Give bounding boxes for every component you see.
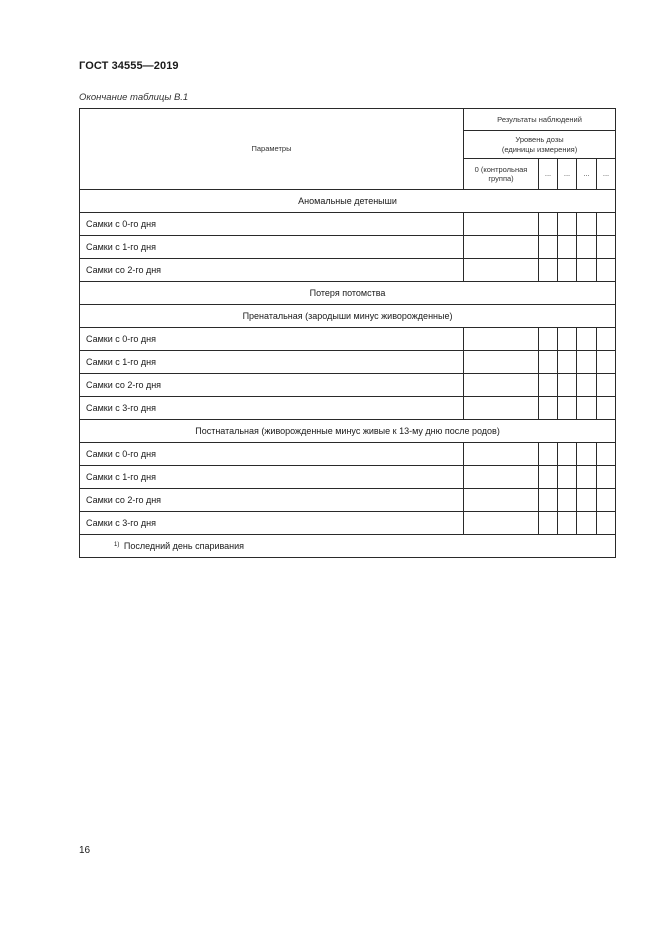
document-header: ГОСТ 34555—2019	[79, 60, 179, 72]
data-cell	[539, 328, 558, 351]
data-cell	[577, 351, 597, 374]
row-label: Самки со 2-го дня	[80, 489, 464, 512]
control-group-line2: группа)	[488, 174, 514, 183]
row-label: Самки со 2-го дня	[80, 259, 464, 282]
data-cell	[539, 374, 558, 397]
data-cell	[464, 466, 539, 489]
data-cell	[539, 443, 558, 466]
row-label: Самки с 3-го дня	[80, 397, 464, 420]
data-cell	[464, 236, 539, 259]
row-label: Самки с 1-го дня	[80, 351, 464, 374]
control-group-line1: 0 (контрольная	[474, 164, 528, 174]
data-cell	[597, 512, 616, 535]
row-label: Самки с 0-го дня	[80, 443, 464, 466]
data-cell	[577, 443, 597, 466]
table-row	[80, 466, 616, 489]
data-cell	[464, 351, 539, 374]
dose-level-label: Уровень дозы	[515, 135, 564, 145]
dose-column-header: ...	[539, 159, 558, 190]
observations-table	[79, 108, 616, 558]
dose-column-header: ...	[577, 159, 597, 190]
table-row	[80, 374, 616, 397]
dose-unit-label: (единицы измерения)	[501, 144, 578, 154]
dose-column-header: ...	[558, 159, 577, 190]
data-cell	[539, 397, 558, 420]
section-subtitle: Пренатальная (зародыши минус живорожденные)	[80, 305, 616, 328]
data-cell	[597, 259, 616, 282]
data-cell	[464, 489, 539, 512]
data-cell	[464, 213, 539, 236]
dose-column-header: ...	[597, 159, 616, 190]
section-title: Аномальные детеныши	[80, 190, 616, 213]
table-row	[80, 351, 616, 374]
data-cell	[464, 512, 539, 535]
data-cell	[597, 374, 616, 397]
table-row	[80, 213, 616, 236]
data-cell	[558, 374, 577, 397]
row-label: Самки с 0-го дня	[80, 328, 464, 351]
control-group-header	[464, 159, 539, 190]
row-label: Самки с 1-го дня	[80, 466, 464, 489]
data-cell	[558, 236, 577, 259]
data-cell	[464, 397, 539, 420]
data-cell	[539, 236, 558, 259]
section-title: Постнатальная (живорожденные минус живые к 13-му дню после родов)	[80, 420, 616, 443]
data-cell	[558, 397, 577, 420]
data-cell	[464, 259, 539, 282]
data-cell	[558, 466, 577, 489]
data-cell	[577, 213, 597, 236]
data-cell	[597, 466, 616, 489]
data-cell	[464, 443, 539, 466]
parameters-header: Параметры	[80, 109, 464, 190]
data-cell	[558, 489, 577, 512]
data-cell	[577, 236, 597, 259]
data-cell	[539, 466, 558, 489]
data-cell	[539, 512, 558, 535]
data-cell	[597, 236, 616, 259]
footnote-mark: 1)	[114, 542, 120, 548]
dose-level-header	[464, 131, 616, 159]
data-cell	[464, 328, 539, 351]
table-footnote	[80, 535, 616, 558]
table-row	[80, 397, 616, 420]
data-cell	[577, 489, 597, 512]
data-cell	[539, 259, 558, 282]
data-cell	[577, 397, 597, 420]
data-cell	[597, 489, 616, 512]
data-cell	[577, 328, 597, 351]
table-row	[80, 489, 616, 512]
table-row	[80, 236, 616, 259]
row-label: Самки со 2-го дня	[80, 374, 464, 397]
data-cell	[464, 374, 539, 397]
footnote-text: Последний день спаривания	[123, 541, 245, 551]
data-cell	[539, 351, 558, 374]
data-cell	[597, 397, 616, 420]
section-title: Потеря потомства	[80, 282, 616, 305]
data-cell	[577, 374, 597, 397]
data-cell	[597, 443, 616, 466]
data-cell	[558, 328, 577, 351]
data-cell	[577, 466, 597, 489]
data-cell	[597, 351, 616, 374]
table-caption: Окончание таблицы В.1	[79, 92, 189, 103]
data-cell	[539, 489, 558, 512]
page-number: 16	[79, 845, 91, 856]
row-label: Самки с 1-го дня	[80, 236, 464, 259]
data-cell	[558, 259, 577, 282]
data-cell	[597, 213, 616, 236]
data-cell	[558, 351, 577, 374]
table-row	[80, 328, 616, 351]
row-label: Самки с 0-го дня	[80, 213, 464, 236]
data-cell	[558, 213, 577, 236]
data-cell	[539, 213, 558, 236]
data-cell	[577, 259, 597, 282]
data-cell	[558, 512, 577, 535]
row-label: Самки с 3-го дня	[80, 512, 464, 535]
data-cell	[577, 512, 597, 535]
data-cell	[558, 443, 577, 466]
table-row	[80, 512, 616, 535]
data-cell	[597, 328, 616, 351]
table-row	[80, 259, 616, 282]
table-row	[80, 443, 616, 466]
results-header: Результаты наблюдений	[464, 109, 616, 131]
